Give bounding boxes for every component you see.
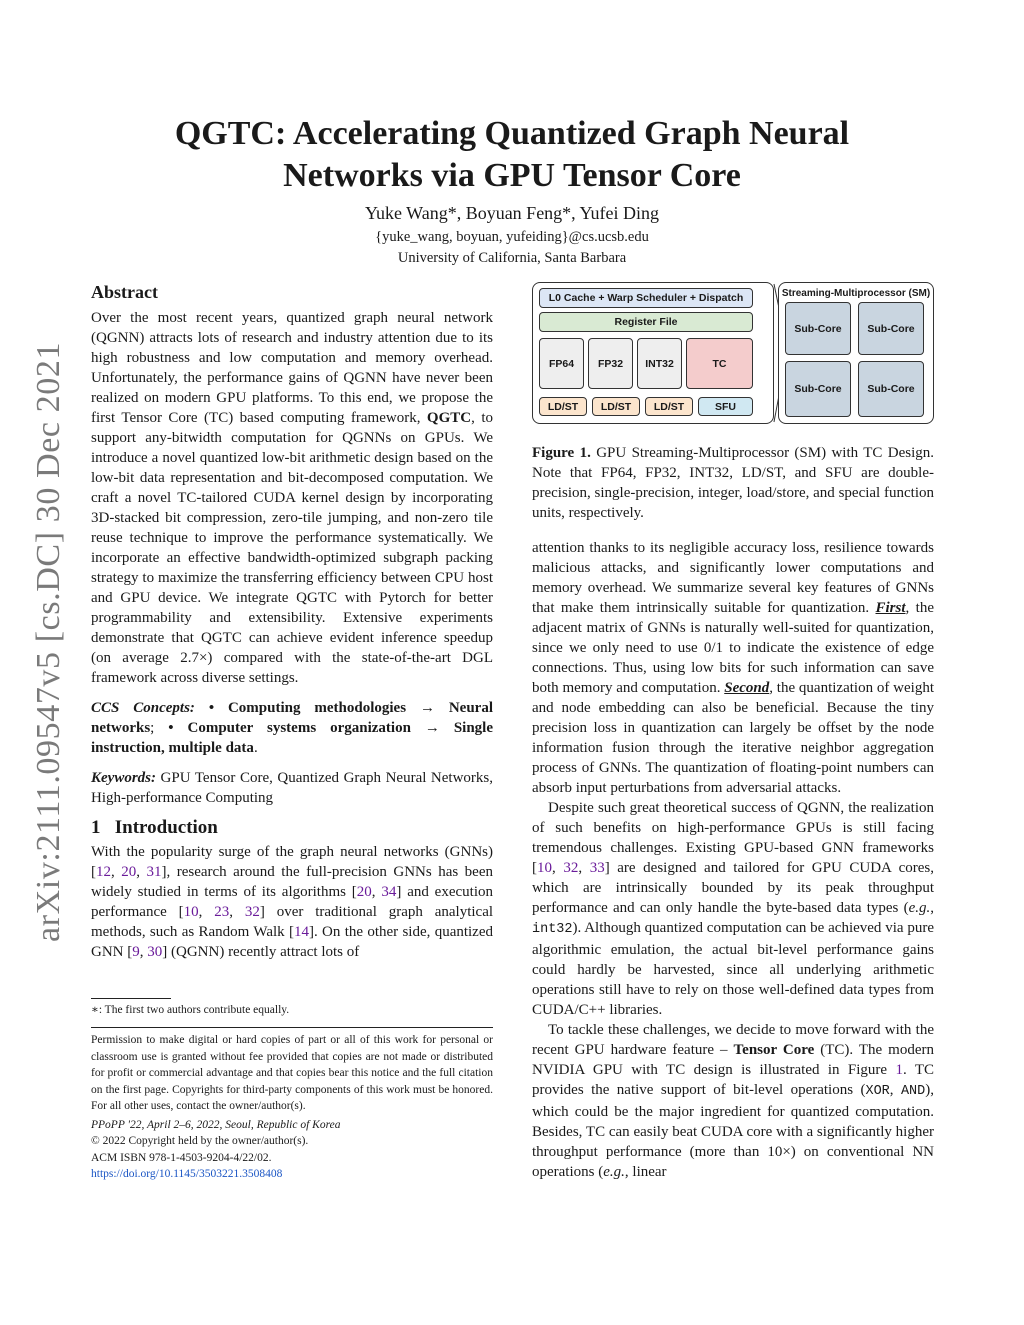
footnote: ∗: The first two authors contribute equally. — [91, 1004, 290, 1016]
abstract-text-a: Over the most recent years, quantized graph neural network (QGNN) attracts lots of research and industry attention due to its high robustness and low computation and memory overhead. Unfortunately, the performance gains of QGNN have never been realized on modern GPU platforms. To this end, we propose the first Tensor Core (TC) based computing framework, — [91, 310, 493, 426]
citation[interactable]: 10 — [537, 860, 552, 876]
caption-label: Figure 1. — [532, 445, 591, 461]
left-column — [91, 282, 493, 962]
permission-block — [91, 1032, 493, 1183]
intro-number: 1 — [91, 817, 101, 838]
register-file-box: Register File — [539, 312, 753, 332]
intro-heading — [91, 818, 493, 838]
ldst-box-1: LD/ST — [539, 397, 587, 416]
author-emails: {yuke_wang, boyuan, yufeiding}@cs.ucsb.edu — [375, 229, 649, 245]
ccs-label: CCS Concepts: — [91, 700, 195, 716]
abstract-text-b: , to support any-bitwidth computation for QGNNs on GPUs. We introduce a novel quantized low-bit arithmetic design based on the low-bit data representation and bit-decomposed computation. We craft a novel TC-tailored CUDA kernel design by incorporating 3D-stacked bit compression, zero-tile jumping, and non-zero tile reuse technique to improve the performance systematically. We incorporate an effective bandwidth-optimized subgraph packing strategy to maximize the transferring efficiency between CPU host and GPU device. We integrate QGTC with Pytorch for better programmability and extensibility. Extensive experiments demonstrate that QGTC can achieve evident inference speedup (on average 2.7×) compared with the state-of-the-art DGL framework across diverse settings. — [91, 410, 493, 686]
abstract-heading: Abstract — [91, 282, 158, 302]
int32-box: INT32 — [637, 338, 682, 389]
title-line-1: QGTC: Accelerating Quantized Graph Neural — [174, 115, 850, 152]
copyright: © 2022 Copyright held by the owner/author(s). — [91, 1135, 309, 1147]
right-paragraph-1: attention thanks to its negligible accuracy loss, resilience towards malicious attacks, and significantly lower computations and memory overhead. We summarize several key features of GNNs that make them intrinsically suitable for quantization. First, the adjacent matrix of GNNs is naturally well-suited for quantization, since we only need to use 0/1 to indicate the existence of edge connections. Thus, using low bits for such information can save both memory and computation. Second, the quantization of weight and node embedding can also be beneficial. Because the tiny precision loss in quantization can largely be offset by the node information fusion through the iterative neighbor aggregation process of GNNs. The quantization of floating-point numbers can absorb input perturbations from adversarial attacks. — [532, 540, 934, 796]
permission-rule — [91, 1027, 493, 1028]
paper-title — [0, 113, 1024, 197]
citation[interactable]: 20 — [121, 864, 137, 880]
sub-core-1: Sub-Core — [785, 302, 851, 355]
tc-box: TC — [686, 338, 753, 389]
intro-text: With the popularity surge of the graph neural networks (GNNs) [12, 20, 31], research around the full-precision GNNs has been widely studied in terms of its algorithms [20, 34] and execution performance [10, 23, 32] over traditional graph analytical methods, such as Random Walk [14]. On the other side, quantized GNN [9, 30] (QGNN) recently attract lots of — [91, 844, 494, 960]
keywords-label: Keywords: — [91, 770, 156, 786]
ccs-sep: ; — [150, 720, 169, 736]
venue: PPoPP '22, April 2–6, 2022, Seoul, Republic of Korea — [91, 1118, 341, 1131]
ccs-concept-2: • Computer systems organization → Single instruction, multiple data — [91, 720, 493, 756]
intro-title: Introduction — [114, 817, 218, 838]
citation[interactable]: 23 — [214, 904, 230, 920]
keywords — [91, 768, 493, 808]
authors: Yuke Wang*, Boyuan Feng*, Yufei Ding — [364, 203, 660, 223]
citation[interactable]: 14 — [293, 924, 309, 940]
second-emph: Second — [724, 680, 770, 696]
ldst-box-2: LD/ST — [592, 397, 640, 416]
l0-cache-box: L0 Cache + Warp Scheduler + Dispatch — [539, 288, 753, 308]
citation[interactable]: 20 — [356, 884, 372, 900]
citation[interactable]: 31 — [146, 864, 162, 880]
sfu-box: SFU — [698, 397, 753, 416]
figure-sm-diagram — [532, 282, 934, 424]
abstract-qgtc: QGTC — [426, 410, 472, 426]
ccs-end: . — [253, 740, 258, 756]
xor-code: XOR — [865, 1084, 890, 1099]
fp32-box: FP32 — [588, 338, 633, 389]
isbn: ACM ISBN 978-1-4503-9204-4/22/02. — [91, 1151, 272, 1164]
affiliation: University of California, Santa Barbara — [397, 250, 627, 266]
sm-title: Streaming-Multiprocessor (SM) — [781, 287, 931, 299]
arxiv-identifier: arXiv:2111.09547v5 [cs.DC] 30 Dec 2021 — [30, 341, 67, 942]
citation[interactable]: 33 — [589, 860, 605, 876]
right-paragraph-3: To tackle these challenges, we decide to move forward with the recent GPU hardware feature – Tensor Core (TC). The modern NVIDIA GPU with TC design is illustrated in Figure 1. TC provides the native support of bit-level operations (XOR, AND), which could be the major ingredient for quantized computation. Besides, TC can easily beat CUDA core with a significantly higher throughput performance (more than 10×) on conventional NN operations (e.g., linear — [532, 1022, 935, 1180]
fp64-box: FP64 — [539, 338, 584, 389]
abstract-text — [91, 308, 493, 688]
caption-text: GPU Streaming-Multiprocessor (SM) with TC Design. Note that FP64, FP32, INT32, LD/ST, and SFU are double-precision, single-precision, integer, load/store, and special function units, respectively. — [532, 445, 935, 521]
citation[interactable]: 30 — [147, 944, 163, 960]
citation[interactable]: 34 — [381, 884, 397, 900]
sub-core-3: Sub-Core — [785, 361, 851, 417]
citation[interactable]: 12 — [96, 864, 111, 880]
citation[interactable]: 32 — [244, 904, 260, 920]
first-emph: First — [875, 600, 906, 616]
permission-text: Permission to make digital or hard copies of part or all of this work for personal or classroom use is granted without fee provided that copies are not made or distributed for profit or commercial advantage and that copies bear this notice and the full citation on the first page. Copyrights for third-party components of this work must be honored. For all other uses, contact the owner/author(s). — [91, 1034, 493, 1112]
citation[interactable]: 9 — [132, 944, 140, 960]
right-column — [532, 538, 934, 1182]
ccs-concepts — [91, 698, 493, 758]
right-paragraph-2: Despite such great theoretical success of QGNN, the realization of such benefits on high-performance GPUs is still facing tremendous challenges. Existing GPU-based GNN frameworks [10, 32, 33] are designed and tailored for GPU CUDA cores, which are intrinsically bounded by its peak throughput performance and can only handle the byte-based data types (e.g., int32). Although quantized computation can be achieved via pure algorithmic emulation, the actual bit-level performance gains could hardly be harvested, since all underlying arithmetic operations still have to rely on those well-defined data types from CUDA/C++ libraries. — [532, 800, 935, 1018]
citation[interactable]: 32 — [563, 860, 579, 876]
sub-core-4: Sub-Core — [858, 361, 924, 417]
and-code: AND — [900, 1084, 926, 1099]
tensor-core-bold: Tensor Core — [733, 1042, 815, 1058]
citation[interactable]: 10 — [183, 904, 199, 920]
doi-link[interactable]: https://doi.org/10.1145/3503221.3508408 — [91, 1168, 283, 1180]
figure-caption — [532, 443, 934, 523]
ldst-box-3: LD/ST — [645, 397, 693, 416]
footnote-rule — [91, 998, 171, 999]
figure-ref[interactable]: 1 — [895, 1062, 903, 1078]
keywords-text: GPU Tensor Core, Quantized Graph Neural Networks, High-performance Computing — [91, 770, 494, 806]
title-line-2: Networks via GPU Tensor Core — [283, 157, 741, 194]
int32-code: int32 — [532, 922, 573, 937]
ccs-concept-1: • Computing methodologies → Neural networks — [91, 700, 494, 736]
sub-core-2: Sub-Core — [858, 302, 924, 355]
